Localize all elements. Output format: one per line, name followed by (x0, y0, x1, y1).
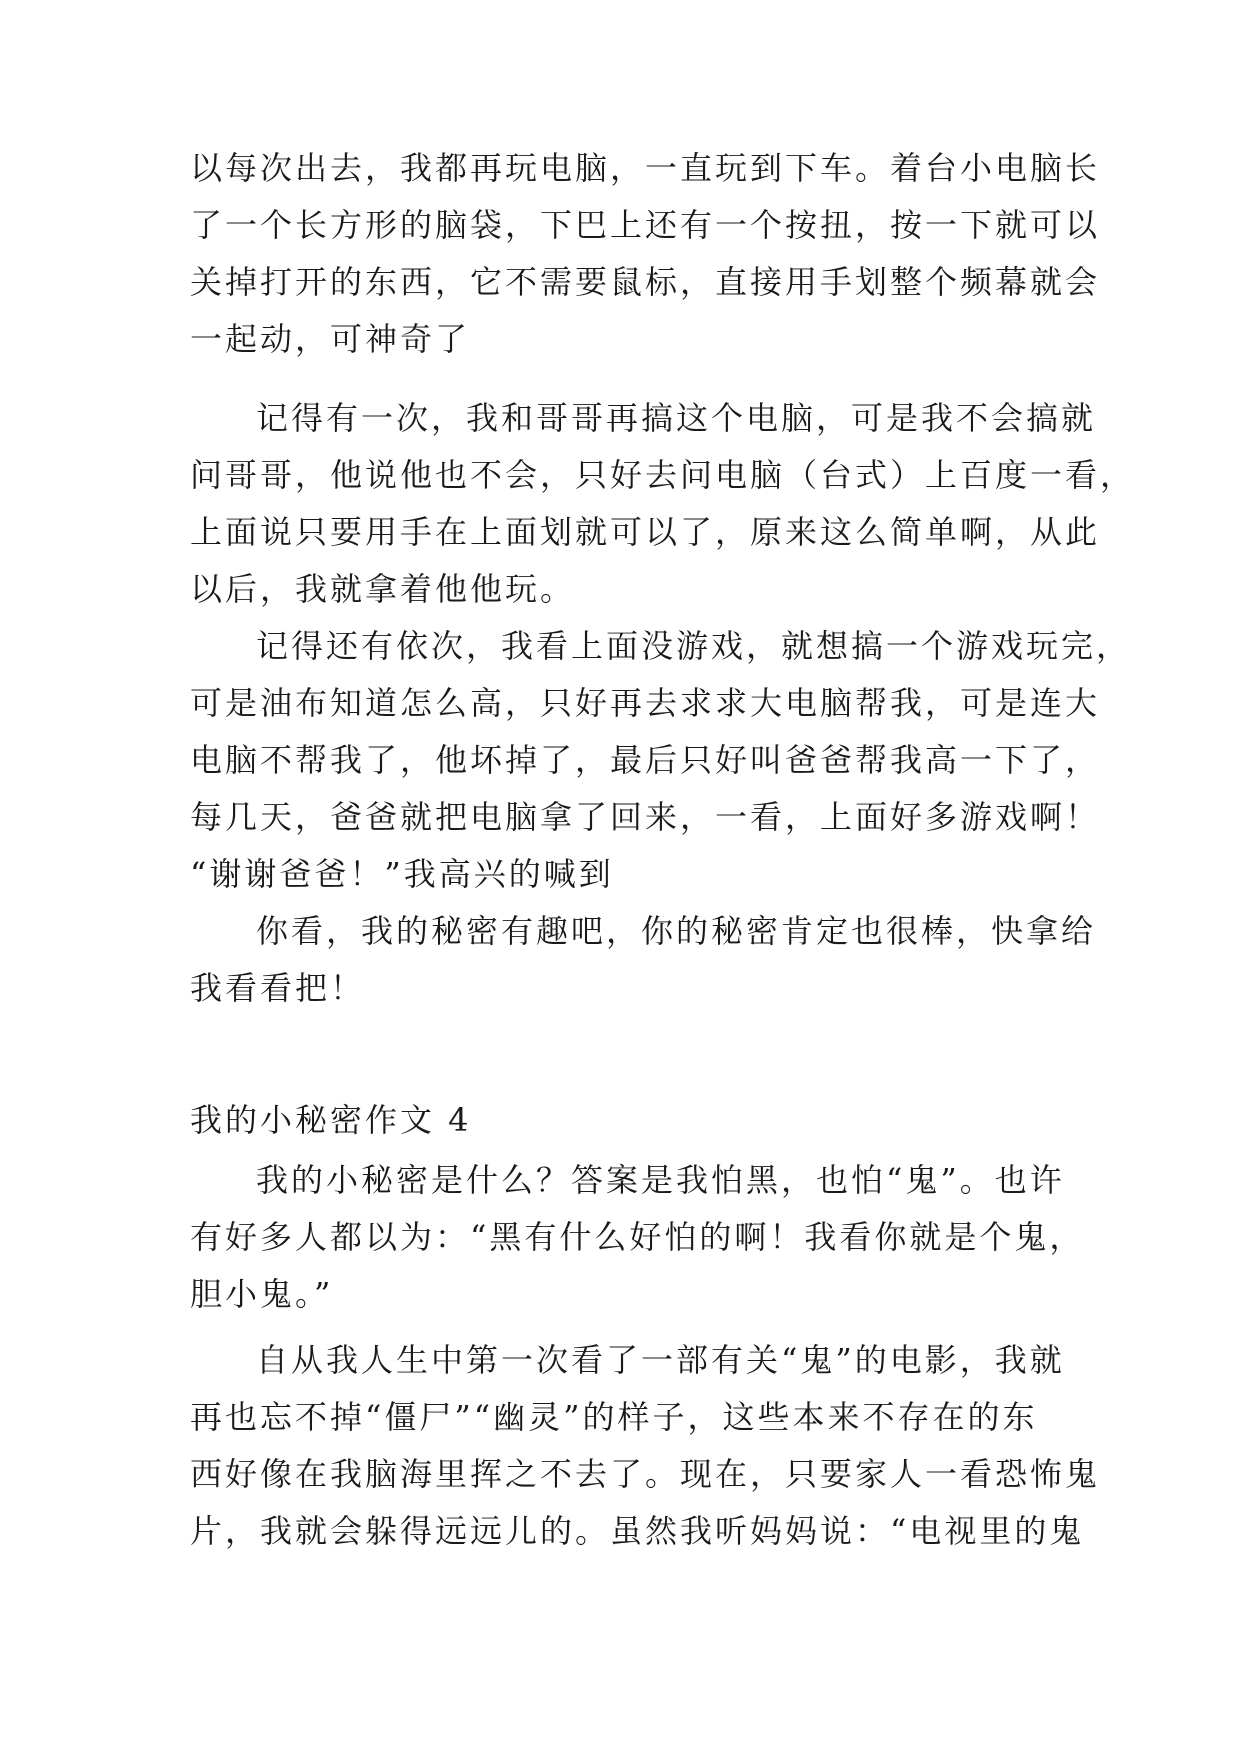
text-line: 我看看把！ (190, 969, 366, 1007)
text-line: “谢谢爸爸！”我高兴的喊到 (190, 855, 614, 893)
paragraph-first-line: 记得有一次，我和哥哥再搞这个电脑，可是我不会搞就 (256, 399, 1097, 437)
text-line: 以每次出去，我都再玩电脑，一直玩到下车。着台小电脑长 (190, 149, 1101, 187)
text-line: 片，我就会躲得远远儿的。虽然我听妈妈说：“电视里的鬼 (190, 1512, 1085, 1550)
text-line: 上面说只要用手在上面划就可以了，原来这么简单啊，从此 (190, 513, 1101, 551)
text-line: 西好像在我脑海里挥之不去了。现在，只要家人一看恐怖鬼 (190, 1455, 1101, 1493)
text-line: 胆小鬼。” (190, 1275, 334, 1313)
text-line: 一起动，可神奇了 (190, 320, 471, 358)
text-line: 可是油布知道怎么高，只好再去求求大电脑帮我，可是连大 (190, 684, 1101, 722)
text-line: 有好多人都以为：“黑有什么好怕的啊！我看你就是个鬼， (190, 1218, 1085, 1256)
text-line: 每几天，爸爸就把电脑拿了回来，一看，上面好多游戏啊！ (190, 798, 1101, 836)
text-line: 问哥哥，他说他也不会，只好去问电脑（台式）上百度一看， (190, 456, 1136, 494)
text-line: 再也忘不掉“僵尸”“幽灵”的样子，这些本来不存在的东 (190, 1398, 1038, 1436)
paragraph-first-line: 记得还有依次，我看上面没游戏，就想搞一个游戏玩完， (256, 627, 1132, 665)
text-line: 关掉打开的东西，它不需要鼠标，直接用手划整个频幕就会 (190, 263, 1101, 301)
text-line: 了一个长方形的脑袋，下巴上还有一个按扭，按一下就可以 (190, 206, 1101, 244)
text-line: 电脑不帮我了，他坏掉了，最后只好叫爸爸帮我高一下了， (190, 741, 1101, 779)
paragraph-first-line: 你看，我的秘密有趣吧，你的秘密肯定也很棒，快拿给 (256, 912, 1097, 950)
text-line: 以后，我就拿着他他玩。 (190, 570, 576, 608)
section-heading: 我的小秘密作文 4 (190, 1101, 472, 1139)
paragraph-first-line: 自从我人生中第一次看了一部有关“鬼”的电影，我就 (256, 1341, 1065, 1379)
paragraph-first-line: 我的小秘密是什么？答案是我怕黑，也怕“鬼”。也许 (256, 1161, 1065, 1199)
